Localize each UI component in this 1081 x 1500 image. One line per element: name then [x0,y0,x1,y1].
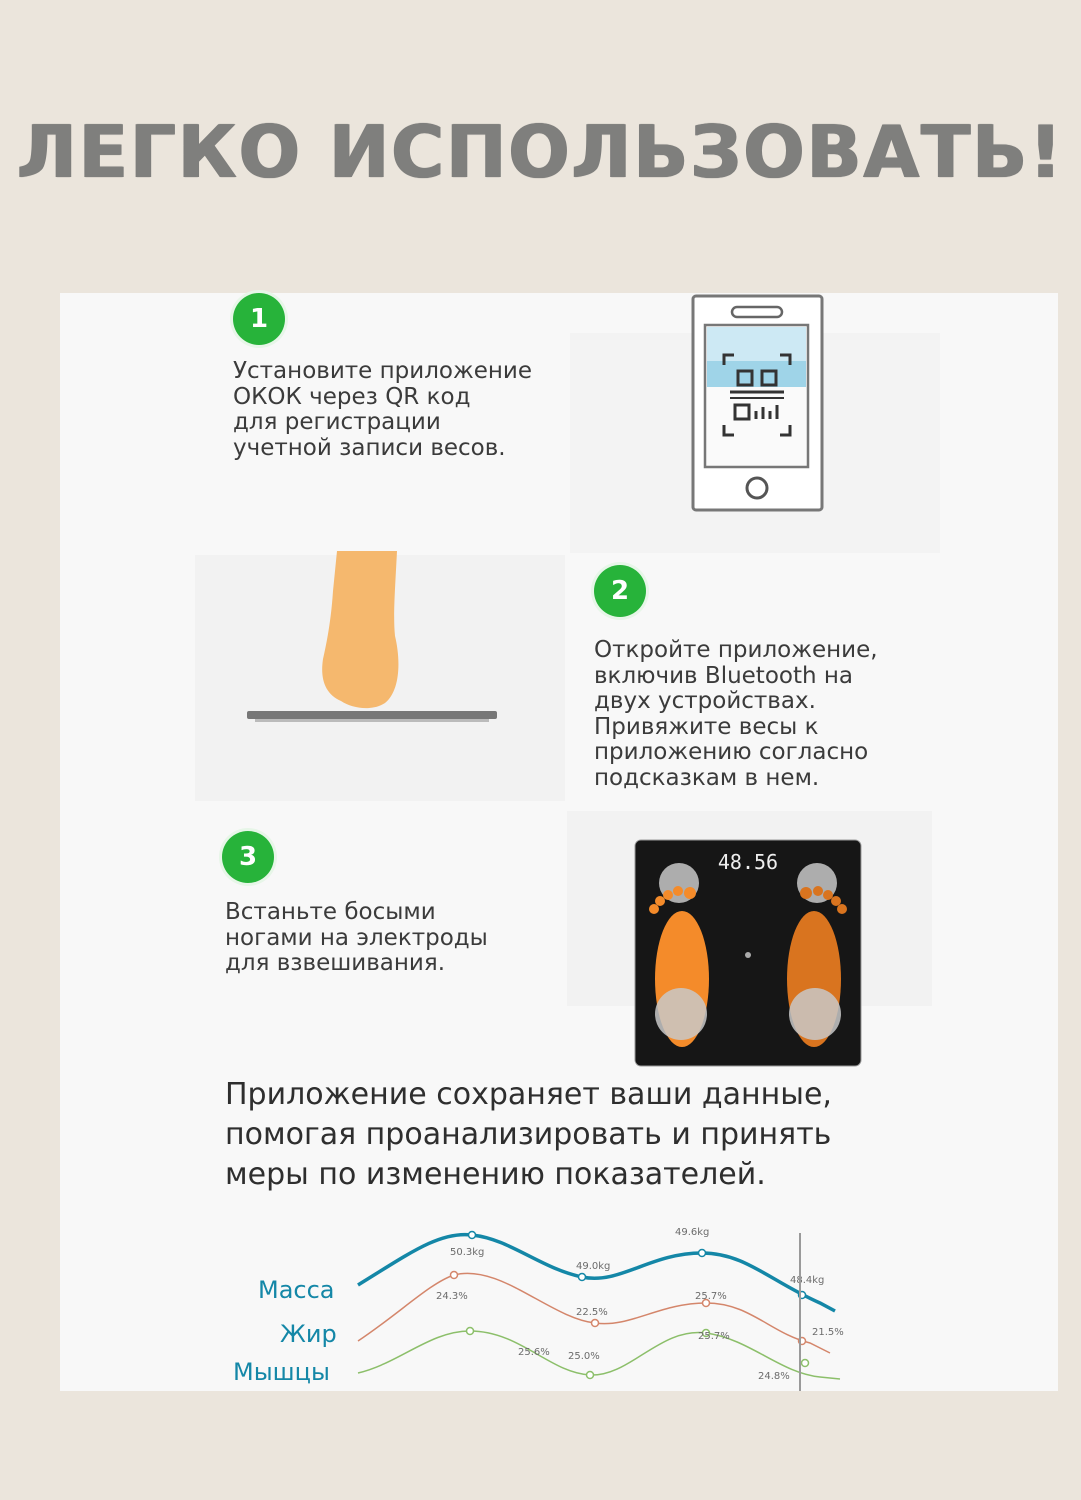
smart-scale-icon [634,839,862,1067]
step-3-text: Встаньте босыми ногами на электроды для взвешивания. [225,899,488,976]
point-label-fat: 22.5% [576,1307,608,1318]
point-label-muscle: 25.0% [568,1351,600,1362]
point-label-mass: 49.6kg [675,1227,710,1238]
point-fat [592,1320,599,1327]
chart-label-fat: Жир [280,1320,337,1348]
point-label-fat: 21.5% [812,1327,844,1338]
point-fat [451,1272,458,1279]
point-label-fat: 25.7% [695,1291,727,1302]
point-label-mass: 49.0kg [576,1261,611,1272]
scale-display: 48.56 [717,850,779,874]
phone-qr-icon [690,293,825,515]
point-label-mass: 48.4kg [790,1275,825,1286]
step-1-badge: 1 [233,293,285,345]
point-label-muscle: 25.7% [698,1331,730,1342]
point-label-fat: 24.3% [436,1291,468,1302]
point-mass [699,1250,706,1257]
step-2-badge: 2 [594,565,646,617]
point-mass [579,1274,586,1281]
step-1-text: Установите приложение ОКОК через QR код для регистрации учетной записи весов. [233,358,532,461]
step-2-text: Откройте приложение, включив Bluetooth на двух устройствах. Привяжите весы к приложению согласно подсказкам в нем. [594,637,878,791]
point-muscle [802,1360,809,1367]
point-muscle [467,1328,474,1335]
foot-on-scale-icon [245,551,500,726]
point-muscle [587,1372,594,1379]
point-label-mass: 50.3kg [450,1247,485,1258]
point-mass [469,1232,476,1239]
page-headline: ЛЕГКО ИСПОЛЬЗОВАТЬ! [16,110,1065,194]
chart-label-mass: Масса [258,1276,335,1304]
instruction-card [60,293,1058,1391]
summary-text: Приложение сохраняет ваши данные, помогая проанализировать и принять меры по изменению показателей. [225,1077,832,1192]
point-label-muscle: 24.8% [758,1371,790,1382]
trend-chart [350,1213,870,1391]
point-label-muscle: 25.6% [518,1347,550,1358]
step-3-badge: 3 [222,831,274,883]
series-line-mass [358,1235,835,1311]
chart-label-muscle: Мышцы [233,1358,330,1386]
